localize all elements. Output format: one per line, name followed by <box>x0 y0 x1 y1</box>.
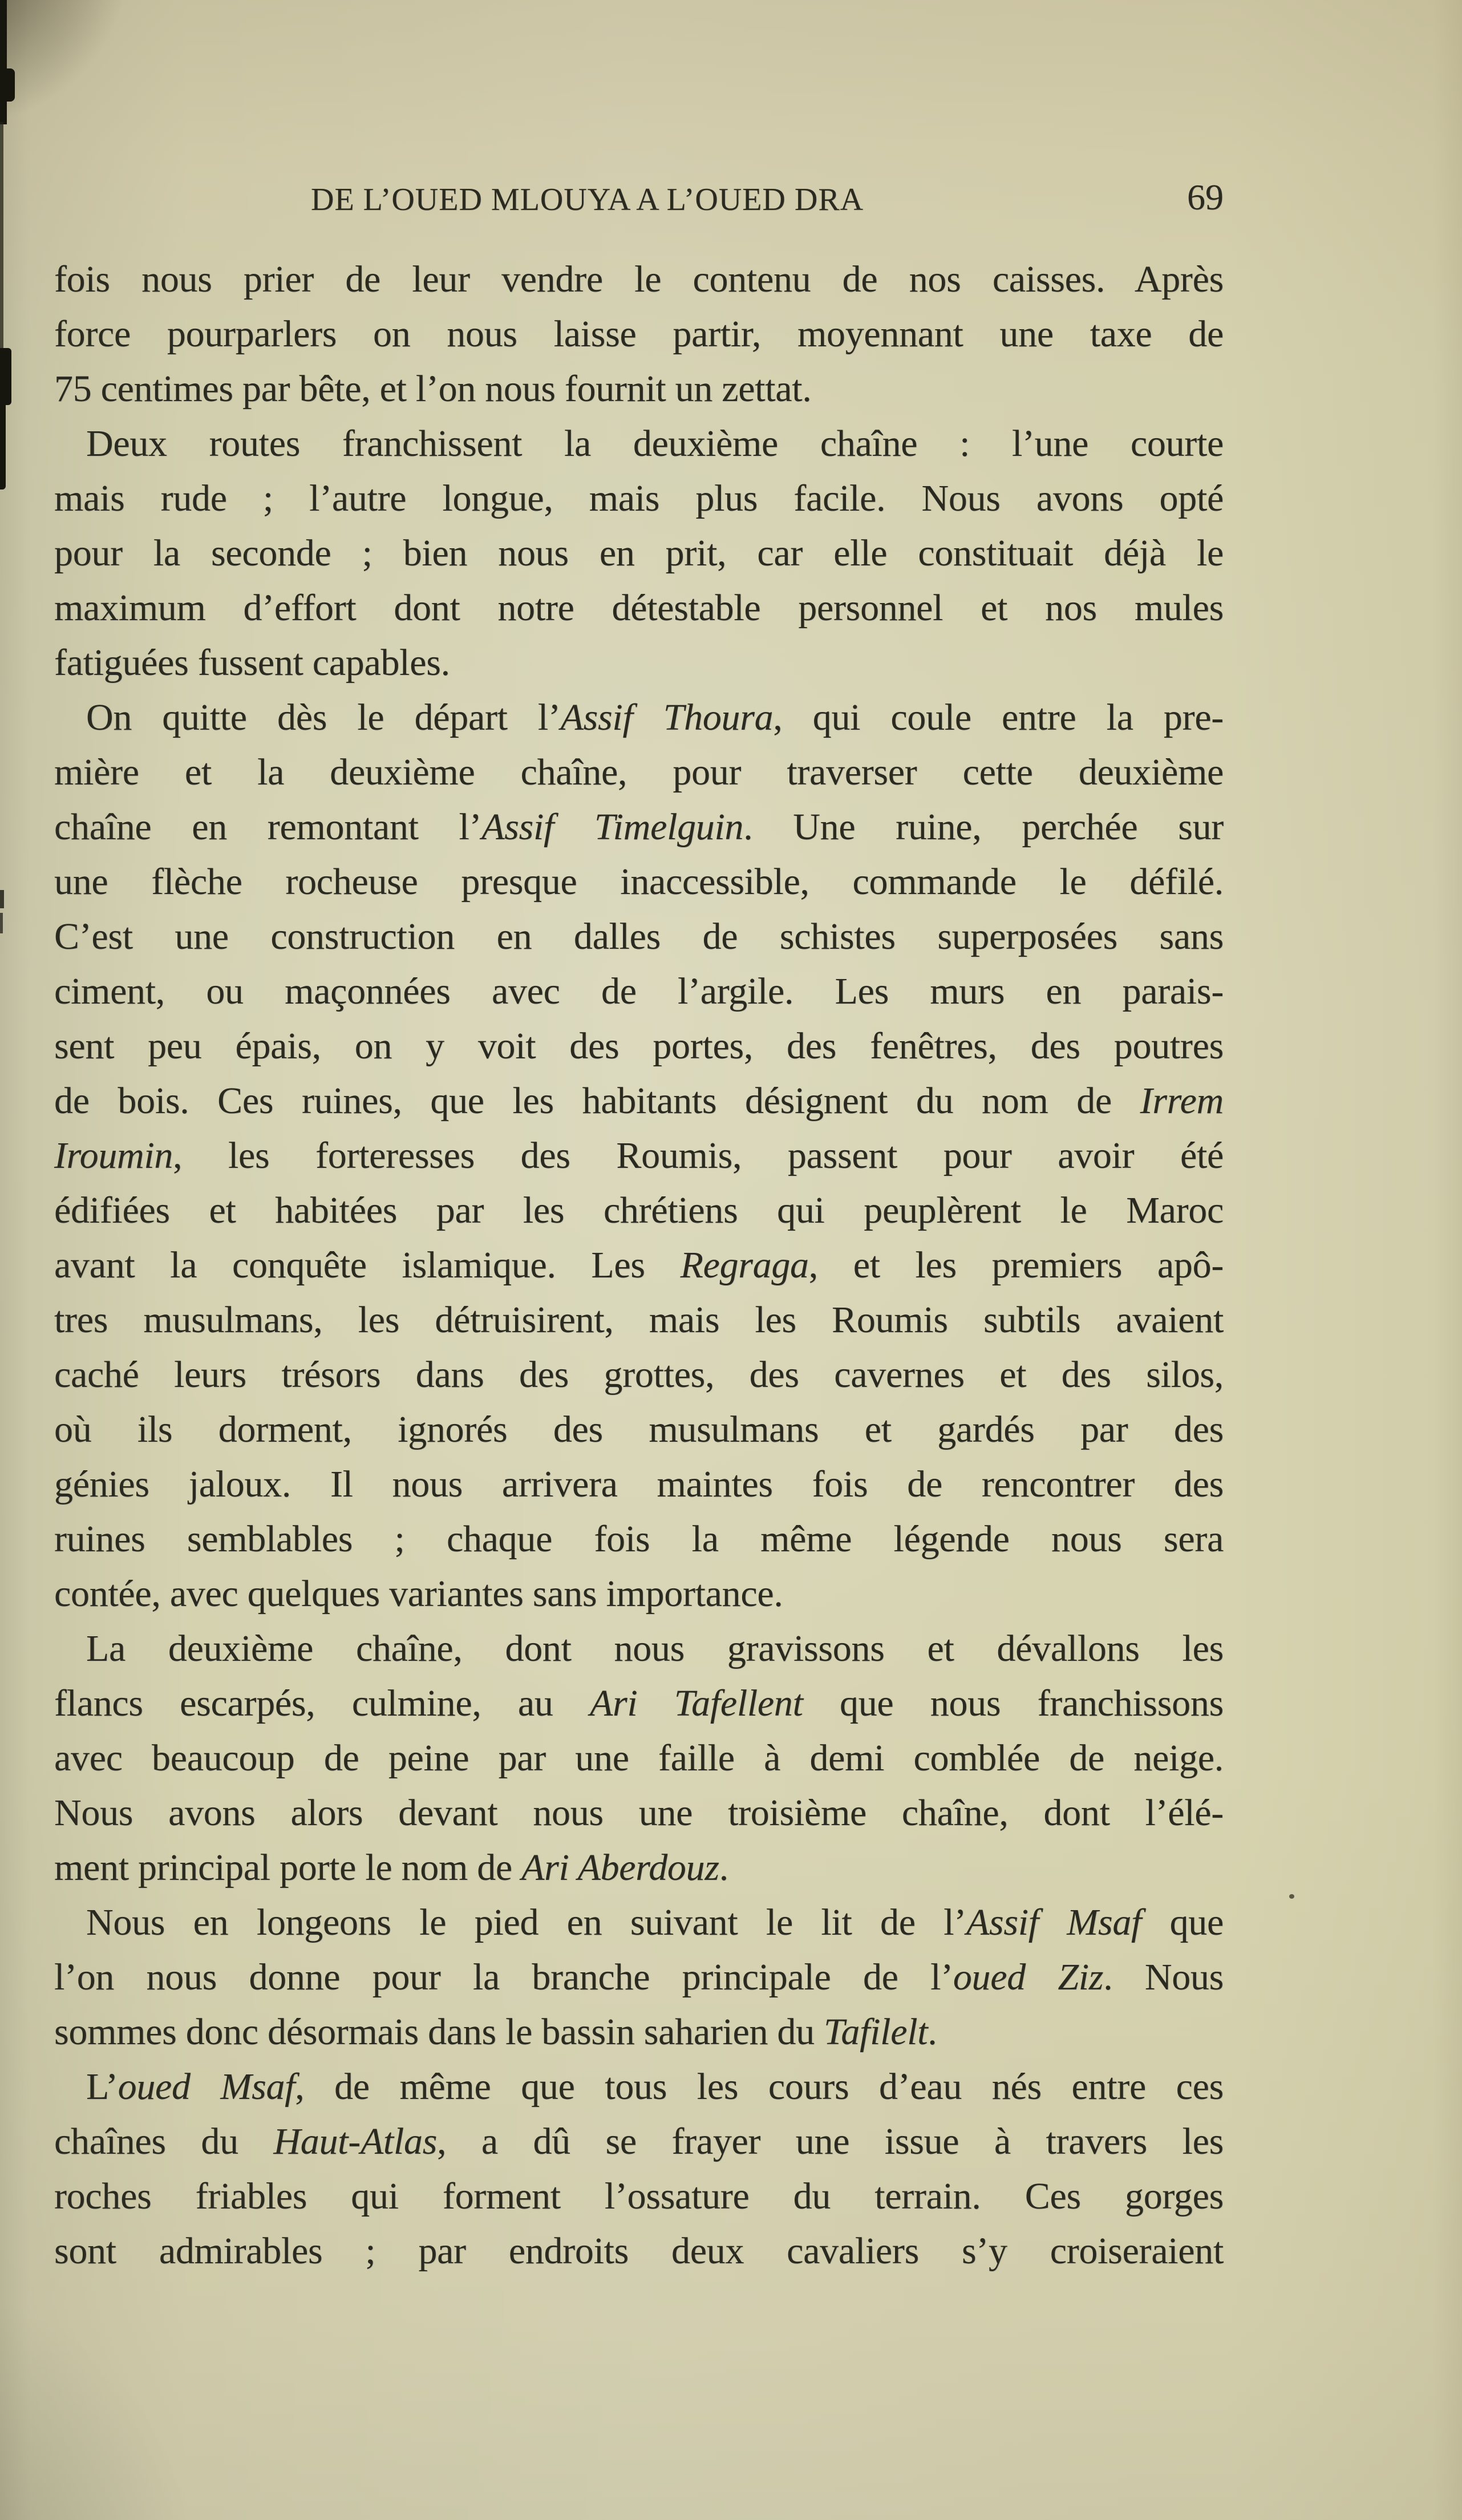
text-line <box>54 1621 1224 1676</box>
text-segment: , a dû se frayer une issue à travers les <box>437 2121 1224 2162</box>
text-segment: maximum d’effort dont notre détestable personnel et nos mules <box>54 587 1224 629</box>
body-text <box>54 252 1224 2279</box>
text-segment: génies jaloux. Il nous arrivera maintes fois de rencontrer des <box>54 1463 1224 1505</box>
text-line <box>54 471 1224 526</box>
text-segment: C’est une construction en dalles de schistes superposées sans <box>54 916 1224 957</box>
text-line <box>54 526 1224 581</box>
text-segment: mière et la deuxième chaîne, pour traverser cette deuxième <box>54 751 1224 793</box>
text-segment: caché leurs trésors dans des grottes, des cavernes et des silos, <box>54 1354 1224 1395</box>
text-segment: . <box>719 1847 728 1888</box>
text-segment: , et les premiers apô- <box>808 1244 1224 1286</box>
text-segment: Assif Timelguin <box>481 806 744 848</box>
text-segment: , qui coule entre la pre- <box>773 697 1224 738</box>
text-line <box>54 1293 1224 1348</box>
text-line <box>54 1183 1224 1238</box>
text-segment: avant la conquête islamique. Les <box>54 1244 681 1286</box>
text-line <box>54 1128 1224 1183</box>
text-segment: chaînes du <box>54 2121 274 2162</box>
page-number: 69 <box>1187 177 1224 217</box>
text-segment: . <box>928 2011 937 2053</box>
text-line <box>54 964 1224 1019</box>
text-segment: flancs escarpés, culmine, au <box>54 1682 590 1724</box>
scan-edge-artifact <box>0 0 7 124</box>
text-segment: pour la seconde ; bien nous en prit, car elle constituait déjà le <box>54 532 1224 574</box>
text-line <box>54 416 1224 471</box>
text-segment: ciment, ou maçonnées avec de l’argile. Les murs en parais- <box>54 970 1224 1012</box>
text-segment: Regraga <box>680 1244 809 1286</box>
text-segment: sent peu épais, on y voit des portes, des fenêtres, des poutres <box>54 1025 1224 1067</box>
text-segment: oued Ziz <box>953 1956 1104 1998</box>
text-segment: ment principal porte le nom de <box>54 1847 522 1888</box>
text-segment: que <box>1141 1902 1224 1943</box>
text-segment: Irrem <box>1140 1080 1224 1122</box>
text-segment: Ari Tafellent <box>589 1682 803 1724</box>
text-segment: mais rude ; l’autre longue, mais plus facile. Nous avons opté <box>54 478 1224 519</box>
text-line <box>54 2005 1224 2060</box>
text-line <box>54 745 1224 800</box>
text-segment: Assif Thoura <box>560 697 773 738</box>
text-segment: , les forteresses des Roumis, passent pour avoir été <box>173 1135 1224 1176</box>
text-segment: fatiguées fussent capables. <box>54 642 450 683</box>
text-line <box>54 2169 1224 2224</box>
text-segment: , de même que tous les cours d’eau nés entre ces <box>295 2066 1224 2108</box>
text-line <box>54 2224 1224 2279</box>
text-line <box>54 1512 1224 1567</box>
text-line <box>54 1567 1224 1621</box>
text-segment: Haut-Atlas <box>273 2121 438 2162</box>
text-line <box>54 1402 1224 1457</box>
text-line <box>54 1238 1224 1293</box>
text-segment: Deux routes franchissent la deuxième chaîne : l’une courte <box>86 423 1224 464</box>
text-segment: La deuxième chaîne, dont nous gravissons et dévallons les <box>86 1628 1224 1669</box>
text-segment: chaîne en remontant l’ <box>54 806 482 848</box>
text-line <box>54 1676 1224 1731</box>
text-line <box>54 1348 1224 1402</box>
text-segment: une flèche rocheuse presque inaccessible, commande le défilé. <box>54 861 1224 903</box>
text-line <box>54 307 1224 362</box>
text-segment: où ils dorment, ignorés des musulmans et gardés par des <box>54 1409 1224 1450</box>
text-segment: Tafilelt <box>824 2011 928 2053</box>
page-title: DE L’OUED MLOUYA A L’OUED DRA <box>311 182 864 217</box>
text-line <box>54 1786 1224 1841</box>
text-line <box>54 1731 1224 1786</box>
text-segment: contée, avec quelques variantes sans importance. <box>54 1573 783 1615</box>
text-line <box>54 2114 1224 2169</box>
text-line <box>54 636 1224 690</box>
text-line <box>54 1074 1224 1128</box>
text-line <box>54 800 1224 855</box>
text-segment: Nous en longeons le pied en suivant le lit de l’ <box>86 1902 966 1943</box>
text-segment: On quitte dès le départ l’ <box>86 697 561 738</box>
text-line <box>54 1019 1224 1074</box>
text-segment: l’on nous donne pour la branche principale de l’ <box>54 1956 953 1998</box>
text-line <box>54 2060 1224 2114</box>
text-segment: L’ <box>86 2066 118 2108</box>
text-segment: avec beaucoup de peine par une faille à demi comblée de neige. <box>54 1737 1224 1779</box>
text-line <box>54 690 1224 745</box>
text-line <box>54 362 1224 416</box>
text-segment: tres musulmans, les détruisirent, mais les Roumis subtils avaient <box>54 1299 1224 1341</box>
text-segment: Assif Msaf <box>966 1902 1142 1943</box>
text-segment: force pourparlers on nous laisse partir, moyennant une taxe de <box>54 313 1224 355</box>
text-segment: fois nous prier de leur vendre le contenu de nos caisses. Après <box>54 258 1224 300</box>
scan-edge-artifact <box>0 399 6 490</box>
scan-edge-artifact <box>0 348 11 405</box>
scan-edge-artifact <box>0 890 4 908</box>
text-line <box>54 1895 1224 1950</box>
scan-edge-artifact <box>0 68 15 102</box>
text-segment: sont admirables ; par endroits deux cavaliers s’y croiseraient <box>54 2230 1224 2272</box>
text-line <box>54 581 1224 636</box>
text-segment: édifiées et habitées par les chrétiens qui peuplèrent le Maroc <box>54 1190 1224 1231</box>
text-segment: de bois. Ces ruines, que les habitants désignent du nom de <box>54 1080 1140 1122</box>
text-line <box>54 1457 1224 1512</box>
text-segment: oued Msaf <box>118 2066 295 2108</box>
scan-edge-artifact <box>0 122 3 356</box>
text-segment: . Nous <box>1103 1956 1224 1998</box>
text-segment: que nous franchissons <box>803 1682 1224 1724</box>
text-line <box>54 909 1224 964</box>
text-line <box>54 1950 1224 2005</box>
text-line <box>54 1841 1224 1895</box>
paper-speck <box>1289 1894 1294 1899</box>
text-segment: 75 centimes par bête, et l’on nous fournit un zettat. <box>54 368 812 410</box>
text-segment: Ari Aberdouz <box>521 1847 719 1888</box>
text-segment: ruines semblables ; chaque fois la même légende nous sera <box>54 1518 1224 1560</box>
text-segment: sommes donc désormais dans le bassin saharien du <box>54 2011 824 2053</box>
text-segment: . Une ruine, perchée sur <box>743 806 1224 848</box>
running-header <box>54 179 1224 219</box>
scan-edge-artifact <box>0 913 3 933</box>
text-line <box>54 855 1224 909</box>
text-segment: roches friables qui forment l’ossature du terrain. Ces gorges <box>54 2175 1224 2217</box>
text-segment: Iroumin <box>54 1135 173 1176</box>
text-line <box>54 252 1224 307</box>
text-segment: Nous avons alors devant nous une troisième chaîne, dont l’élé- <box>54 1792 1224 1834</box>
